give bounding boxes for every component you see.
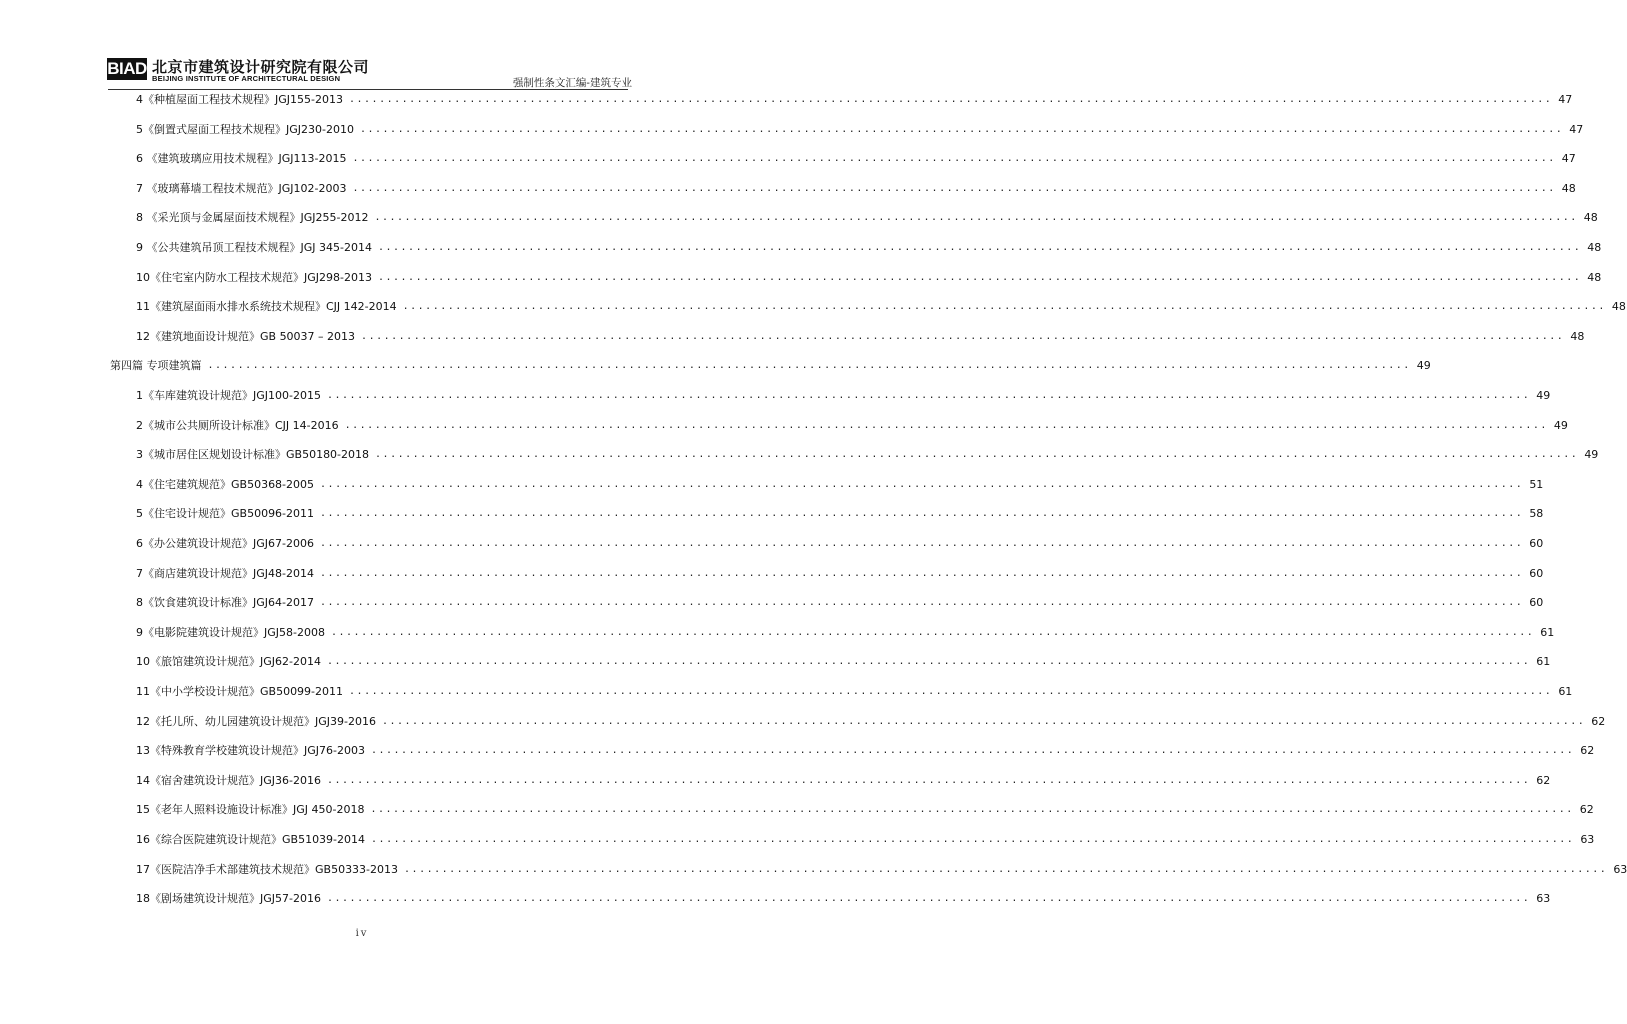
toc-dot-leader: ................................................................................................................................................................ (361, 330, 1565, 342)
toc-entry-title: 7《商店建筑设计规范》JGJ48-2014 (136, 566, 314, 580)
toc-entry[interactable] (0, 740, 1595, 758)
toc-entry[interactable] (0, 563, 1544, 581)
toc-entry[interactable] (0, 829, 1595, 847)
toc-entry-page: 60 (1529, 537, 1544, 550)
toc-entry-title: 16《综合医院建筑设计规范》GB51039-2014 (136, 833, 366, 846)
toc-entry-title: 12《建筑地面设计规范》GB 50037 – 2013 (136, 329, 356, 343)
toc-entry-page: 63 (1536, 892, 1551, 906)
toc-entry-title: 7 《玻璃幕墙工程技术规范》JGJ102-2003 (136, 181, 347, 195)
toc-entry-title: 11《建筑屋面雨水排水系统技术规程》CJJ 142-2014 (136, 300, 397, 314)
toc-dot-leader: ................................................................................................................................................................ (370, 745, 1575, 757)
toc-entry-title: 1《车库建筑设计规范》JGJ100-2015 (136, 389, 321, 402)
toc-entry[interactable] (0, 237, 1602, 255)
toc-entry[interactable] (0, 385, 1551, 403)
toc-entry[interactable] (0, 770, 1551, 788)
toc-entry[interactable] (0, 651, 1551, 669)
toc-entry-title: 9 《公共建筑吊顶工程技术规程》JGJ 345-2014 (136, 241, 372, 254)
org-name-en: BEIJING INSTITUTE OF ARCHITECTURAL DESIGN (152, 74, 341, 83)
toc-entry-page: 49 (1553, 418, 1568, 432)
toc-entry[interactable] (0, 415, 1568, 433)
toc-entry[interactable] (0, 326, 1585, 344)
toc-entry-page: 48 (1587, 270, 1602, 284)
toc-entry-page: 62 (1579, 803, 1594, 817)
toc-section-entry[interactable] (0, 355, 1431, 373)
toc-entry-page: 47 (1569, 122, 1584, 136)
toc-entry[interactable] (0, 533, 1544, 551)
toc-dot-leader: ................................................................................................................................................................ (402, 301, 1606, 313)
toc-dot-leader: ................................................................................................................................................................ (326, 656, 1531, 668)
toc-entry-title: 17《医院洁净手术部建筑技术规范》GB50333-2013 (136, 862, 399, 876)
toc-entry-title: 6《办公建筑设计规范》JGJ67-2006 (136, 537, 314, 550)
toc-entry-title: 11《中小学校设计规范》GB50099-2011 (136, 685, 344, 698)
toc-entry[interactable] (0, 267, 1602, 285)
document-title: 强制性条文汇编-建筑专业 (512, 77, 632, 89)
toc-entry[interactable] (0, 296, 1626, 314)
toc-entry[interactable] (0, 503, 1544, 521)
toc-entry-title: 8 《采光顶与金属屋面技术规程》JGJ255-2012 (136, 211, 369, 225)
toc-entry[interactable] (0, 119, 1584, 137)
toc-entry-page: 49 (1536, 389, 1551, 402)
toc-entry-title: 15《老年人照料设施设计标准》JGJ 450-2018 (136, 803, 365, 817)
toc-entry[interactable] (0, 474, 1544, 492)
toc-entry-page: 48 (1561, 181, 1576, 195)
toc-dot-leader: ................................................................................................................................................................ (359, 123, 1564, 135)
toc-entry[interactable] (0, 592, 1544, 610)
toc-entry-title: 14《宿舍建筑设计规范》JGJ36-2016 (136, 773, 321, 787)
toc-dot-leader: ................................................................................................................................................................ (377, 242, 1582, 253)
toc-entry-title: 4《住宅建筑规范》GB50368-2005 (136, 477, 315, 491)
toc-dot-leader: ................................................................................................................................................................ (377, 271, 1582, 283)
toc-entry[interactable] (0, 711, 1606, 729)
toc-entry-page: 49 (1584, 448, 1599, 462)
toc-entry[interactable] (0, 799, 1594, 817)
toc-dot-leader: ................................................................................................................................................................ (207, 360, 1411, 372)
toc-entry[interactable] (0, 888, 1551, 906)
toc-entry-page: 58 (1529, 507, 1544, 521)
toc-entry-page: 62 (1536, 773, 1551, 787)
toc-entry-page: 63 (1580, 833, 1595, 846)
toc-dot-leader: ................................................................................................................................................................ (352, 153, 1556, 165)
toc-dot-leader: ................................................................................................................................................................ (326, 390, 1531, 401)
toc-dot-leader: ................................................................................................................................................................ (349, 686, 1553, 697)
toc-dot-leader: ................................................................................................................................................................ (319, 597, 1524, 609)
toc-entry-page: 60 (1529, 596, 1544, 610)
toc-entry[interactable] (0, 148, 1576, 166)
toc-dot-leader: ................................................................................................................................................................ (344, 419, 1548, 431)
toc-dot-leader: ................................................................................................................................................................ (320, 508, 1524, 520)
toc-entry[interactable] (0, 207, 1598, 225)
page-header (0, 0, 724, 92)
toc-entry-title: 3《城市居住区规划设计标准》GB50180-2018 (136, 448, 370, 462)
toc-entry-page: 63 (1613, 862, 1627, 876)
toc-entry-title: 13《特殊教育学校建筑设计规范》JGJ76-2003 (136, 744, 365, 758)
toc-entry-title: 10《旅馆建筑设计规范》JGJ62-2014 (136, 655, 321, 669)
toc-dot-leader: ................................................................................................................................................................ (320, 478, 1524, 490)
toc-entry[interactable] (0, 178, 1576, 196)
toc-entry-title: 10《住宅室内防水工程技术规范》JGJ298-2013 (136, 270, 372, 284)
toc-entry-title: 第四篇 专项建筑篇 (110, 359, 202, 373)
toc-entry-page: 47 (1561, 152, 1576, 166)
toc-dot-leader: ................................................................................................................................................................ (370, 804, 1574, 816)
toc-dot-leader: ................................................................................................................................................................ (404, 863, 1608, 875)
toc-dot-leader: ................................................................................................................................................................ (330, 626, 1535, 638)
toc-entry-page: 62 (1591, 714, 1606, 728)
biad-logo: BIAD (107, 59, 147, 78)
toc-dot-leader: ................................................................................................................................................................ (319, 538, 1524, 549)
toc-dot-leader: ................................................................................................................................................................ (381, 715, 1586, 727)
toc-entry-page: 60 (1529, 566, 1544, 580)
toc-entry-title: 18《剧场建筑设计规范》JGJ57-2016 (136, 892, 321, 906)
toc-dot-leader: ................................................................................................................................................................ (348, 94, 1553, 105)
toc-entry[interactable] (0, 622, 1555, 640)
toc-entry-title: 12《托儿所、幼儿园建筑设计规范》JGJ39-2016 (136, 714, 376, 728)
toc-dot-leader: ................................................................................................................................................................ (374, 212, 1578, 224)
toc-entry-page: 61 (1536, 655, 1551, 669)
toc-dot-leader: ................................................................................................................................................................ (371, 834, 1575, 845)
toc-entry-page: 47 (1558, 93, 1573, 106)
toc-entry[interactable] (0, 681, 1573, 699)
toc-entry-title: 9《电影院建筑设计规范》JGJ58-2008 (136, 625, 325, 639)
toc-entry-page: 61 (1558, 685, 1573, 698)
toc-entry[interactable] (0, 444, 1599, 462)
toc-entry-page: 48 (1570, 329, 1585, 343)
toc-dot-leader: ................................................................................................................................................................ (326, 893, 1531, 905)
toc-dot-leader: ................................................................................................................................................................ (352, 182, 1556, 194)
toc-entry-page: 62 (1580, 744, 1595, 758)
toc-entry-page: 48 (1611, 300, 1626, 314)
toc-dot-leader: ................................................................................................................................................................ (326, 774, 1531, 786)
toc-entry[interactable] (0, 89, 1573, 107)
toc-entry-title: 5《倒置式屋面工程技术规程》JGJ230-2010 (136, 122, 354, 136)
toc-entry-page: 61 (1540, 625, 1555, 639)
toc-dot-leader: ................................................................................................................................................................ (375, 449, 1579, 461)
toc-entry-page: 51 (1529, 477, 1544, 491)
toc-entry-page: 48 (1587, 241, 1602, 254)
toc-entry-page: 49 (1416, 359, 1431, 373)
toc-entry-title: 5《住宅设计规范》GB50096-2011 (136, 507, 315, 521)
toc-entry-title: 2《城市公共厕所设计标准》CJJ 14-2016 (136, 418, 339, 432)
page-number: iv (355, 928, 369, 939)
toc-entry-page: 48 (1583, 211, 1598, 225)
toc-entry-title: 8《饮食建筑设计标准》JGJ64-2017 (136, 596, 314, 610)
toc-dot-leader: ................................................................................................................................................................ (319, 567, 1524, 579)
org-name-cn: 北京市建筑设计研究院有限公司 (152, 58, 370, 76)
toc-entry-title: 6 《建筑玻璃应用技术规程》JGJ113-2015 (136, 152, 347, 166)
toc-entry[interactable] (0, 859, 1627, 877)
toc-entry-title: 4《种植屋面工程技术规程》JGJ155-2013 (136, 93, 343, 106)
